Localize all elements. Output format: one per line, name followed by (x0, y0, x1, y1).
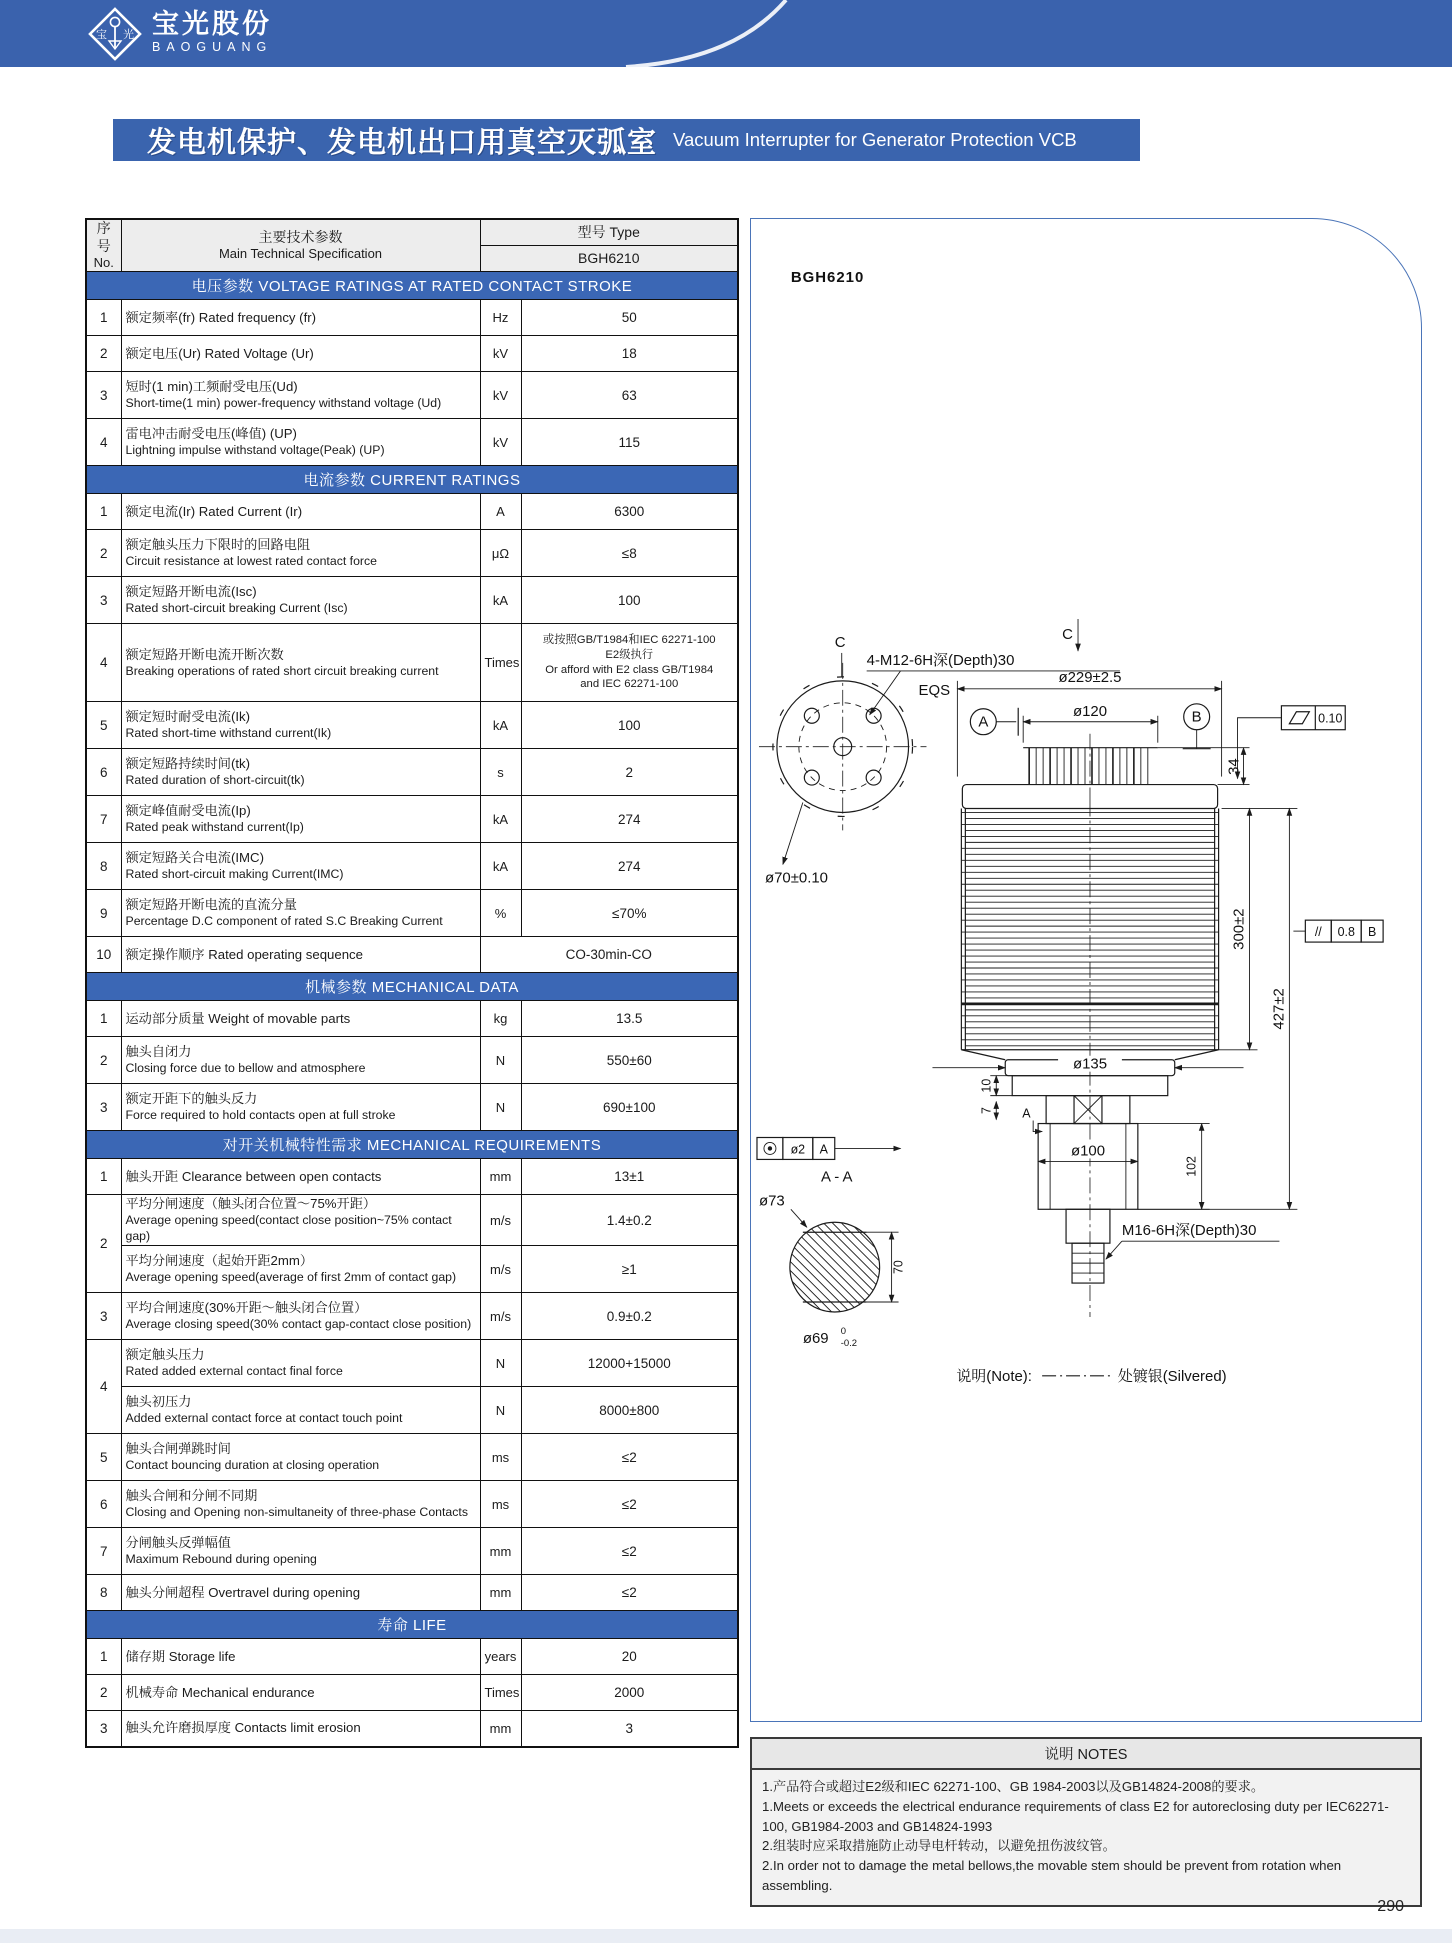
brand-text (152, 9, 272, 55)
spec-text-cn: 触头自闭力 (125, 1044, 192, 1060)
spec-text-cell (121, 796, 480, 843)
row-number-cell: 6 (86, 1481, 121, 1528)
value-cell: 3 (521, 1711, 738, 1747)
spec-text-cn: 额定触头压力 (125, 1347, 205, 1363)
spec-text-cell (121, 300, 480, 336)
notes-title: 说明 NOTES (752, 1739, 1420, 1770)
unit-cell: N (480, 1084, 521, 1131)
spec-text-en: Added external contact force at contact touch point (125, 1410, 403, 1425)
value-cell: 2 (521, 749, 738, 796)
value-cell: 18 (521, 336, 738, 372)
section-header-cell: 机械参数 MECHANICAL DATA (86, 973, 738, 1001)
row-number-cell: 1 (86, 300, 121, 336)
d69-dim-label: ø69 (802, 1329, 829, 1347)
value-cell (521, 624, 738, 702)
row-number-cell: 3 (86, 1084, 121, 1131)
unit-cell: % (480, 890, 521, 937)
drawing-panel (750, 218, 1422, 1722)
silvered-note-prefix: 说明(Note): (956, 1367, 1032, 1385)
parallelism-value: 0.8 (1337, 925, 1355, 940)
spec-text-cell (121, 1639, 480, 1675)
table-row (86, 1675, 738, 1711)
row-number-cell: 7 (86, 796, 121, 843)
parallelism-symbol: // (1314, 925, 1322, 940)
table-row (86, 577, 738, 624)
row-number-cell: 8 (86, 843, 121, 890)
top-brand-bar (0, 0, 1452, 67)
header-spec-en: Main Technical Specification (218, 246, 383, 262)
unit-cell: ms (480, 1481, 521, 1528)
section-header-cell: 电压参数 VOLTAGE RATINGS AT RATED CONTACT STROKE (86, 272, 738, 300)
spec-text-cn: 短时(1 min)工频耐受电压(Ud) (125, 379, 298, 395)
row-number-cell: 2 (86, 1195, 121, 1293)
row-number-cell: 2 (86, 336, 121, 372)
notes-line: 1.Meets or exceeds the electrical endurance requirements of class E2 for autoreclosing duty per IEC62271-100, GB1984-2003 and GB14824-1993 (762, 1798, 1389, 1834)
row-number-cell: 3 (86, 372, 121, 419)
spec-text-en: Closing and Opening non-simultaneity of three-phase Contacts (125, 1504, 468, 1519)
table-row (86, 1711, 738, 1747)
section-header-cell: 寿命 LIFE (86, 1611, 738, 1639)
section-header-row (86, 973, 738, 1001)
dim300-label: 300±2 (1230, 908, 1248, 950)
d229-dim-label: ø229±2.5 (1058, 668, 1122, 686)
dim102-label: 102 (1184, 1156, 1199, 1177)
row-number-cell: 3 (86, 577, 121, 624)
footer-bar (0, 1929, 1452, 1943)
spec-text-en: Average opening speed(average of first 2mm of contact gap) (125, 1269, 457, 1284)
row-number-cell: 1 (86, 494, 121, 530)
unit-cell: kA (480, 702, 521, 749)
value-cell: ≤2 (521, 1575, 738, 1611)
d73-dim-label: ø73 (758, 1192, 785, 1210)
table-header-row (86, 219, 738, 245)
table-row (86, 1340, 738, 1387)
table-row (86, 843, 738, 890)
spec-text-cell (121, 1481, 480, 1528)
header-no-en: No. (93, 255, 114, 270)
spec-text-cn: 额定短路开断电流开断次数 (125, 646, 284, 662)
spec-text-cn: 额定短路持续时间(tk) (125, 756, 251, 772)
brand-name-cn: 宝光股份 (152, 9, 272, 39)
spec-text-cell (121, 1159, 480, 1195)
unit-cell: N (480, 1340, 521, 1387)
table-row (86, 1001, 738, 1037)
spec-text-cn: 额定短路开断电流(Isc) (125, 584, 257, 600)
unit-cell: kA (480, 796, 521, 843)
spec-text-cell (121, 1293, 480, 1340)
unit-cell: Times (480, 1675, 521, 1711)
dim7-label: 7 (979, 1107, 994, 1115)
spec-text-cn: 触头开距 Clearance between open contacts (125, 1168, 382, 1184)
unit-cell: kV (480, 372, 521, 419)
spec-text-cell (121, 577, 480, 624)
spec-text-cell (121, 1001, 480, 1037)
section-cut-a-label: A (1022, 1106, 1031, 1121)
technical-drawing (751, 219, 1421, 1721)
spec-text-cn: 额定电流(Ir) Rated Current (Ir) (125, 503, 303, 519)
spec-text-en: Rated short-circuit breaking Current (Isc) (125, 601, 348, 616)
unit-cell: s (480, 749, 521, 796)
spec-text-cell (121, 1084, 480, 1131)
table-row (86, 1159, 738, 1195)
spec-text-cell (121, 372, 480, 419)
spec-text-en: Average opening speed(contact close position~75% contact gap) (125, 1213, 452, 1244)
value-line: and IEC 62271-100 (580, 678, 679, 691)
value-cell: 115 (521, 419, 738, 466)
header-type-label-cell: 型号 Type (480, 219, 738, 245)
dim34-label: 34 (1225, 758, 1243, 775)
page-number: 290 (1377, 1898, 1404, 1915)
spec-text-cn: 分闸触头反弹幅值 (125, 1535, 231, 1551)
unit-cell: N (480, 1387, 521, 1434)
spec-text-cell (121, 624, 480, 702)
value-cell: 8000±800 (521, 1387, 738, 1434)
header-type-value-cell: BGH6210 (480, 245, 738, 271)
unit-cell: ms (480, 1434, 521, 1481)
value-cell: 0.9±0.2 (521, 1293, 738, 1340)
spec-text-cn: 平均合闸速度(30%开距～触头闭合位置） (125, 1300, 368, 1316)
spec-text-cn: 运动部分质量 Weight of movable parts (125, 1010, 351, 1026)
spec-text-cell (121, 336, 480, 372)
page-title-bar (113, 119, 1140, 161)
unit-cell: mm (480, 1528, 521, 1575)
aa-section-label: A - A (820, 1168, 853, 1186)
spec-text-cell (121, 890, 480, 937)
section-header-row (86, 1131, 738, 1159)
dim10-label: 10 (979, 1078, 994, 1093)
unit-cell: kA (480, 843, 521, 890)
spec-text-en: Average closing speed(30% contact gap-contact close position) (125, 1316, 472, 1331)
row-number-cell: 9 (86, 890, 121, 937)
spec-text-cn: 额定峰值耐受电流(Ip) (125, 803, 251, 819)
table-row (86, 1037, 738, 1084)
baoguang-logo-icon (88, 7, 142, 61)
value-line: Or afford with E2 class GB/T1984 (545, 663, 714, 676)
unit-cell: mm (480, 1159, 521, 1195)
spec-text-en: Circuit resistance at lowest rated contact force (125, 554, 378, 569)
row-number-cell: 10 (86, 937, 121, 973)
swoosh-decoration (618, 0, 828, 67)
spec-text-en: Breaking operations of rated short circuit breaking current (125, 663, 439, 678)
section-header-cell: 对开关机械特性需求 MECHANICAL REQUIREMENTS (86, 1131, 738, 1159)
value-cell: 690±100 (521, 1084, 738, 1131)
row-number-cell: 1 (86, 1001, 121, 1037)
unit-cell: N (480, 1037, 521, 1084)
unit-cell: kA (480, 577, 521, 624)
row-number-cell: 2 (86, 530, 121, 577)
logo-char-left: 宝 (96, 29, 107, 41)
unit-cell: A (480, 494, 521, 530)
row-number-cell: 1 (86, 1639, 121, 1675)
value-cell: ≤70% (521, 890, 738, 937)
spec-text-en: Closing force due to bellow and atmosphere (125, 1061, 366, 1076)
spec-text-cell (121, 1675, 480, 1711)
row-number-cell: 4 (86, 624, 121, 702)
value-cell: 63 (521, 372, 738, 419)
spec-text-en: Force required to hold contacts open at full stroke (125, 1108, 396, 1123)
spec-text-cell (121, 843, 480, 890)
page-title-en: Vacuum Interrupter for Generator Protection VCB (673, 129, 1077, 150)
value-cell: 550±60 (521, 1037, 738, 1084)
value-cell: ≥1 (521, 1246, 738, 1293)
value-cell: ≤2 (521, 1528, 738, 1575)
notes-box (750, 1737, 1422, 1907)
silvered-note-suffix: 处镀银(Silvered) (1117, 1367, 1227, 1385)
spec-text-cell (121, 530, 480, 577)
table-row (86, 1195, 738, 1246)
unit-cell: Hz (480, 300, 521, 336)
unit-cell: mm (480, 1575, 521, 1611)
value-cell: 274 (521, 843, 738, 890)
notes-line: 2.In order not to damage the metal bellows,the movable stem should be prevent from rotation when assembling. (762, 1858, 1342, 1893)
eqs-label: EQS (918, 681, 951, 699)
spec-text-cn: 触头合闸弹跳时间 (125, 1441, 231, 1457)
table-row (86, 937, 738, 973)
datum-b-label: B (1191, 708, 1202, 726)
dim70-label: 70 (891, 1260, 906, 1275)
unit-cell: mm (480, 1711, 521, 1747)
header-spec-cn: 主要技术参数 (258, 228, 343, 245)
row-number-cell: 6 (86, 749, 121, 796)
spec-text-en: Rated duration of short-circuit(tk) (125, 773, 305, 788)
spec-text-cell (121, 1037, 480, 1084)
row-number-cell: 5 (86, 702, 121, 749)
table-row (86, 419, 738, 466)
dim427-label: 427±2 (1270, 988, 1288, 1030)
spec-table (85, 218, 739, 1748)
spec-text-cn: 额定频率(fr) Rated frequency (fr) (125, 309, 317, 325)
notes-body (752, 1770, 1420, 1905)
m16-thread-label: M16-6H深(Depth)30 (1121, 1222, 1257, 1240)
table-row (86, 1434, 738, 1481)
value-cell: 20 (521, 1639, 738, 1675)
flatness-symbol-icon (1289, 712, 1309, 724)
spec-text-en: Short-time(1 min) power-frequency withstand voltage (Ud) (125, 396, 442, 411)
table-row (86, 1246, 738, 1293)
value-cell: 100 (521, 577, 738, 624)
table-row (86, 702, 738, 749)
row-number-cell: 5 (86, 1434, 121, 1481)
spec-text-cell (121, 494, 480, 530)
spec-text-cn: 触头合闸和分闸不同期 (125, 1488, 258, 1504)
row-number-cell: 2 (86, 1037, 121, 1084)
row-number-cell: 3 (86, 1293, 121, 1340)
brand-name-en: BAOGUANG (152, 40, 273, 54)
d120-dim-label: ø120 (1072, 702, 1108, 720)
table-row (86, 1575, 738, 1611)
value-cell: 1.4±0.2 (521, 1195, 738, 1246)
spec-text-cn: 触头允许磨损厚度 Contacts limit erosion (125, 1720, 361, 1736)
m12-thread-label: 4-M12-6H深(Depth)30 (866, 651, 1015, 669)
d135-dim-label: ø135 (1072, 1055, 1108, 1073)
unit-cell: years (480, 1639, 521, 1675)
spec-text-en: Contact bouncing duration at closing operation (125, 1457, 380, 1472)
spec-text-cn: 额定短路开断电流的直流分量 (125, 897, 297, 913)
row-number-cell: 1 (86, 1159, 121, 1195)
value-cell: 50 (521, 300, 738, 336)
row-number-cell: 2 (86, 1675, 121, 1711)
table-row (86, 1481, 738, 1528)
spec-text-cell (121, 1711, 480, 1747)
value-cell: ≤8 (521, 530, 738, 577)
unit-cell: m/s (480, 1195, 521, 1246)
spec-text-en: Maximum Rebound during opening (125, 1551, 317, 1566)
spec-text-cn: 额定短路关合电流(IMC) (125, 850, 264, 866)
value-line: E2级执行 (605, 649, 654, 662)
table-row (86, 336, 738, 372)
spec-table-body (86, 219, 738, 1747)
spec-text-cn: 平均分闸速度（触头闭合位置～75%开距） (125, 1196, 377, 1212)
spec-text-cell (121, 937, 480, 973)
value-cell: 100 (521, 702, 738, 749)
spec-text-cell (121, 1340, 480, 1387)
spec-text-cn: 额定操作顺序 Rated operating sequence (125, 946, 363, 962)
table-row (86, 494, 738, 530)
unit-cell: μΩ (480, 530, 521, 577)
spec-text-en: Rated short-circuit making Current(IMC) (125, 867, 344, 882)
value-cell: ≤2 (521, 1434, 738, 1481)
notes-line: 1.产品符合或超过E2级和IEC 62271-100、GB 1984-2003以及GB14824-2008的要求。 (762, 1779, 1265, 1794)
spec-text-cell (121, 702, 480, 749)
value-cell: ≤2 (521, 1481, 738, 1528)
unit-cell: kg (480, 1001, 521, 1037)
spec-text-en: Percentage D.C component of rated S.C Breaking Current (125, 914, 443, 929)
spec-text-en: Rated added external contact final force (125, 1363, 343, 1378)
spec-text-cell (121, 419, 480, 466)
logo-char-right: 光 (123, 29, 134, 41)
spec-text-cn: 平均分闸速度（起始开距2mm） (125, 1253, 314, 1269)
spec-text-cn: 额定触头压力下限时的回路电阻 (125, 537, 311, 553)
spec-text-cn: 额定短时耐受电流(Ik) (125, 709, 251, 725)
row-number-cell: 7 (86, 1528, 121, 1575)
value-cell: 6300 (521, 494, 738, 530)
table-row (86, 1387, 738, 1434)
spec-text-en: Lightning impulse withstand voltage(Peak) (UP) (125, 443, 385, 458)
value-cell: 13.5 (521, 1001, 738, 1037)
spec-text-cn: 触头分闸超程 Overtravel during opening (125, 1584, 361, 1600)
c-section-mark-right: C (1062, 625, 1073, 643)
spec-text-cell (121, 1575, 480, 1611)
spec-text-cn: 触头初压力 (125, 1394, 192, 1410)
row-number-cell: 4 (86, 419, 121, 466)
spec-text-cn: 额定电压(Ur) Rated Voltage (Ur) (125, 345, 314, 361)
spec-text-cell (121, 1246, 480, 1293)
unit-cell: m/s (480, 1246, 521, 1293)
table-row (86, 1639, 738, 1675)
unit-cell: Times (480, 624, 521, 702)
row-number-cell: 8 (86, 1575, 121, 1611)
parallelism-ref: B (1367, 925, 1377, 940)
d69-tolerance-upper: 0 (840, 1325, 847, 1337)
row-number-cell: 4 (86, 1340, 121, 1434)
spec-text-cell (121, 1434, 480, 1481)
spec-text-cell (121, 749, 480, 796)
value-line: 或按照GB/T1984和IEC 62271-100 (542, 634, 716, 647)
spec-text-en: Rated peak withstand current(Ip) (125, 820, 304, 835)
c-section-mark-left: C (834, 633, 846, 651)
table-row (86, 1528, 738, 1575)
table-row (86, 624, 738, 702)
spec-text-en: Rated short-time withstand current(Ik) (125, 726, 332, 741)
d100-dim-label: ø100 (1070, 1142, 1106, 1160)
spec-text-cell (121, 1195, 480, 1246)
table-row (86, 749, 738, 796)
value-cell: 274 (521, 796, 738, 843)
page-title-cn: 发电机保护、发电机出口用真空灭弧室 (147, 126, 658, 159)
value-cell: 2000 (521, 1675, 738, 1711)
concentricity-value: ø2 (790, 1142, 806, 1157)
table-row (86, 372, 738, 419)
table-row (86, 890, 738, 937)
value-cell: 12000+15000 (521, 1340, 738, 1387)
header-no-cn: 序号 (96, 220, 111, 254)
d69-tolerance-lower: -0.2 (840, 1337, 858, 1349)
concentricity-ref: A (819, 1142, 828, 1157)
table-row (86, 530, 738, 577)
unit-cell: kV (480, 336, 521, 372)
spec-text-cn: 额定开距下的触头反力 (125, 1091, 258, 1107)
d70-dim-label: ø70±0.10 (764, 869, 828, 887)
table-row (86, 300, 738, 336)
spec-text-cell (121, 1528, 480, 1575)
section-header-row (86, 1611, 738, 1639)
spec-text-cn: 储存期 Storage life (125, 1648, 236, 1664)
spec-text-cn: 雷电冲击耐受电压(峰值) (UP) (125, 426, 297, 442)
table-row (86, 1293, 738, 1340)
row-number-cell: 3 (86, 1711, 121, 1747)
spec-text-cell (121, 1387, 480, 1434)
notes-line: 2.组装时应采取措施防止动导电杆转动，以避免扭伤波纹管。 (762, 1838, 1116, 1854)
value-cell: 13±1 (521, 1159, 738, 1195)
spec-text-cn: 机械寿命 Mechanical endurance (125, 1684, 315, 1700)
datum-a-label: A (978, 713, 989, 731)
section-header-row (86, 466, 738, 494)
header-no-cell (86, 219, 121, 272)
drawing-model-label: BGH6210 (790, 269, 865, 287)
flatness-value: 0.10 (1318, 711, 1343, 726)
value-cell: CO-30min-CO (480, 937, 738, 973)
unit-cell: kV (480, 419, 521, 466)
section-header-cell: 电流参数 CURRENT RATINGS (86, 466, 738, 494)
section-header-row (86, 272, 738, 300)
table-row (86, 796, 738, 843)
table-row (86, 1084, 738, 1131)
header-spec-cell (121, 219, 480, 272)
unit-cell: m/s (480, 1293, 521, 1340)
